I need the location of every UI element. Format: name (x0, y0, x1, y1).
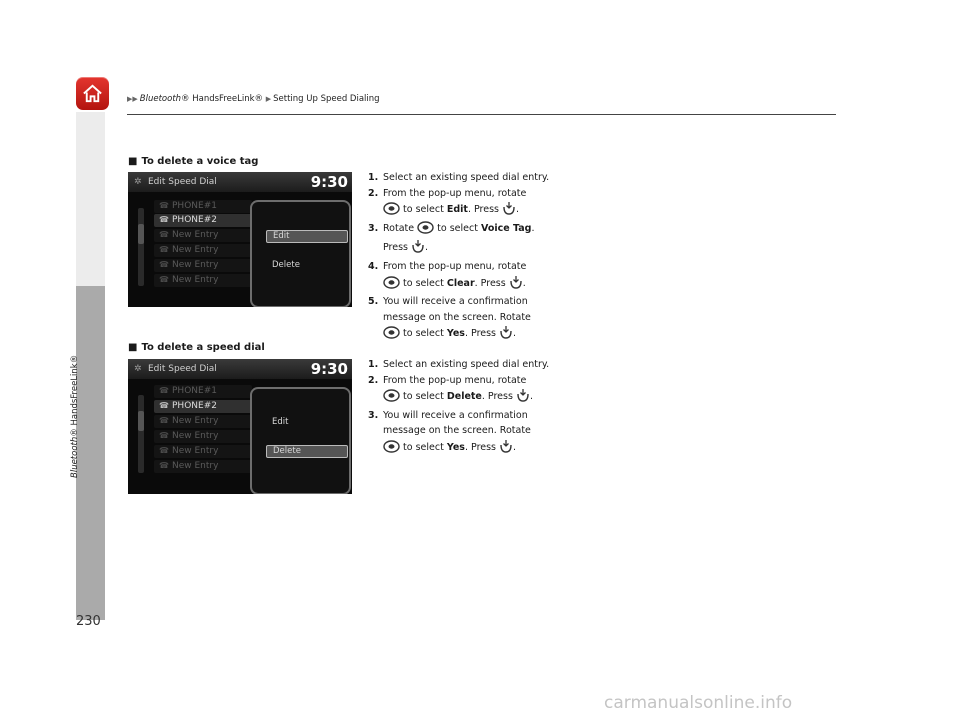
step-text: . Press (481, 391, 513, 403)
step-item (368, 408, 618, 459)
section-title: To delete a speed dial (141, 342, 265, 353)
step-text: You will receive a confirmation (383, 409, 528, 421)
menu-item-delete[interactable]: Delete (272, 260, 300, 270)
breadcrumb (127, 94, 380, 104)
step-text: . Press (474, 277, 506, 289)
press-knob-icon (411, 239, 425, 259)
sidebar-label-italic: Bluetooth (70, 436, 80, 478)
phone-icon: ☎ (159, 260, 169, 269)
step-text: . (531, 222, 535, 234)
step-text: to select (403, 441, 444, 453)
rotate-knob-icon (417, 221, 434, 240)
rotate-knob-icon (383, 276, 400, 295)
list-item-label: New Entry (172, 446, 219, 456)
screen-clock: 9:30 (310, 360, 348, 378)
list-item[interactable] (154, 200, 252, 213)
step-text: message on the screen. Rotate (383, 425, 531, 437)
breadcrumb-separator-icon: ▶ (265, 95, 272, 103)
press-knob-icon (499, 325, 513, 345)
list-item[interactable] (154, 445, 252, 458)
list-item[interactable] (154, 274, 252, 287)
step-text: . (513, 328, 517, 340)
home-button[interactable] (76, 77, 109, 110)
menu-item-edit[interactable]: Edit (266, 230, 348, 243)
step-text: Select an existing speed dial entry. (383, 359, 550, 370)
step-text: You will receive a confirmation (383, 296, 528, 308)
step-text: message on the screen. Rotate (383, 311, 531, 323)
list-item[interactable] (154, 415, 252, 428)
breadcrumb-arrow-icon: ▶▶ (127, 95, 138, 103)
list-item[interactable] (154, 259, 252, 272)
section-heading-speed-dial (128, 342, 265, 353)
list-item-label: New Entry (172, 245, 219, 255)
scrollbar-track (138, 395, 144, 473)
list-item[interactable] (154, 244, 252, 257)
list-item-label: PHONE#2 (172, 215, 217, 225)
breadcrumb-part-speed-dialing[interactable]: Setting Up Speed Dialing (273, 94, 380, 104)
step-number: 2. (368, 374, 379, 386)
header-rule (127, 114, 836, 115)
step-keyword: Yes (446, 328, 465, 340)
step-text: From the pop-up menu, rotate (383, 374, 527, 386)
step-text: to select (403, 204, 444, 216)
menu-item-edit[interactable]: Edit (272, 417, 289, 427)
step-item (368, 186, 618, 221)
list-item-label: New Entry (172, 260, 219, 270)
sidebar-label-rest: ® HandsFreeLink® (70, 354, 80, 437)
list-item-label: New Entry (172, 275, 219, 285)
scrollbar-thumb (138, 224, 144, 244)
step-text: . Press (464, 328, 497, 340)
list-item[interactable] (154, 400, 252, 413)
list-item-label: New Entry (172, 431, 219, 441)
screen-clock: 9:30 (310, 173, 348, 191)
rotate-knob-icon (383, 326, 400, 345)
press-knob-icon (509, 275, 523, 295)
step-text: . Press (467, 204, 499, 216)
phone-icon: ☎ (159, 201, 169, 210)
sidebar-label (70, 355, 80, 478)
phone-icon: ☎ (159, 230, 169, 239)
list-item[interactable] (154, 214, 252, 227)
list-item-label: New Entry (172, 461, 219, 471)
step-number: 4. (368, 260, 379, 272)
screen-title: Edit Speed Dial (148, 177, 217, 187)
steps-speed-dial (368, 357, 618, 459)
section-title: To delete a voice tag (141, 156, 259, 167)
list-item[interactable] (154, 229, 252, 242)
section-marker-icon: ■ (128, 342, 138, 353)
step-item (368, 357, 618, 373)
breadcrumb-part-handsfreelink[interactable]: ® HandsFreeLink® (181, 94, 264, 104)
step-text: Press (383, 242, 409, 254)
list-item[interactable] (154, 385, 252, 398)
press-knob-icon (516, 388, 530, 408)
popup-menu (250, 387, 351, 494)
settings-icon: ✲ (134, 364, 142, 374)
step-text: Select an existing speed dial entry. (383, 172, 550, 183)
list-item-label: New Entry (172, 416, 219, 426)
settings-icon: ✲ (134, 177, 142, 187)
step-text: From the pop-up menu, rotate (383, 187, 527, 199)
step-text: . (513, 441, 517, 453)
list-item-label: PHONE#1 (172, 386, 217, 396)
phone-icon: ☎ (159, 401, 169, 410)
step-keyword: Yes (446, 441, 465, 453)
sidebar-upper (76, 112, 105, 286)
breadcrumb-part-bluetooth[interactable]: Bluetooth (139, 94, 182, 104)
list-item-label: New Entry (172, 230, 219, 240)
step-number: 1. (368, 359, 379, 370)
step-text: to select (403, 277, 444, 289)
phone-icon: ☎ (159, 215, 169, 224)
list-item-label: PHONE#2 (172, 401, 217, 411)
step-keyword: Edit (446, 204, 468, 216)
steps-voice-tag (368, 170, 618, 345)
step-item (368, 294, 618, 345)
screen-title-bar (128, 172, 352, 192)
step-number: 5. (368, 296, 379, 308)
phone-icon: ☎ (159, 461, 169, 470)
step-text: to select (403, 328, 444, 340)
home-icon (81, 82, 104, 105)
step-text: to select (403, 391, 444, 403)
sidebar-tab (76, 286, 105, 620)
step-text: Rotate (383, 222, 415, 234)
rotate-knob-icon (383, 389, 400, 408)
phone-icon: ☎ (159, 275, 169, 284)
step-text: . (522, 277, 526, 289)
phone-icon: ☎ (159, 416, 169, 425)
step-text: . Press (464, 441, 497, 453)
step-item (368, 373, 618, 408)
phone-icon: ☎ (159, 446, 169, 455)
list-item[interactable] (154, 430, 252, 443)
step-keyword: Delete (446, 391, 482, 403)
screen-title: Edit Speed Dial (148, 364, 217, 374)
step-text: . (516, 204, 520, 216)
popup-menu (250, 200, 351, 307)
step-text: From the pop-up menu, rotate (383, 260, 527, 272)
section-marker-icon: ■ (128, 156, 138, 167)
press-knob-icon (502, 201, 516, 221)
step-text: . (425, 242, 429, 254)
step-number: 3. (368, 222, 379, 234)
watermark: carmanualsonline.info (604, 693, 793, 713)
list-item[interactable] (154, 460, 252, 473)
step-number: 2. (368, 187, 379, 199)
step-text: . (529, 391, 533, 403)
step-number: 1. (368, 172, 379, 183)
nav-screen-voice-tag (128, 172, 352, 307)
step-item (368, 170, 618, 186)
phone-icon: ☎ (159, 386, 169, 395)
press-knob-icon (499, 439, 513, 459)
step-keyword: Clear (446, 277, 475, 289)
rotate-knob-icon (383, 202, 400, 221)
step-keyword: Voice Tag (481, 222, 532, 234)
page-number: 230 (76, 614, 101, 629)
list-item-label: PHONE#1 (172, 201, 217, 211)
section-heading-voice-tag (128, 156, 258, 167)
screen-title-bar (128, 359, 352, 379)
phone-icon: ☎ (159, 431, 169, 440)
scrollbar-track (138, 208, 144, 286)
nav-screen-speed-dial (128, 359, 352, 494)
step-text: to select (437, 222, 478, 234)
step-number: 3. (368, 409, 379, 421)
menu-item-delete[interactable]: Delete (266, 445, 348, 458)
rotate-knob-icon (383, 440, 400, 459)
scrollbar-thumb (138, 411, 144, 431)
step-item (368, 221, 618, 259)
phone-icon: ☎ (159, 245, 169, 254)
step-item (368, 259, 618, 294)
